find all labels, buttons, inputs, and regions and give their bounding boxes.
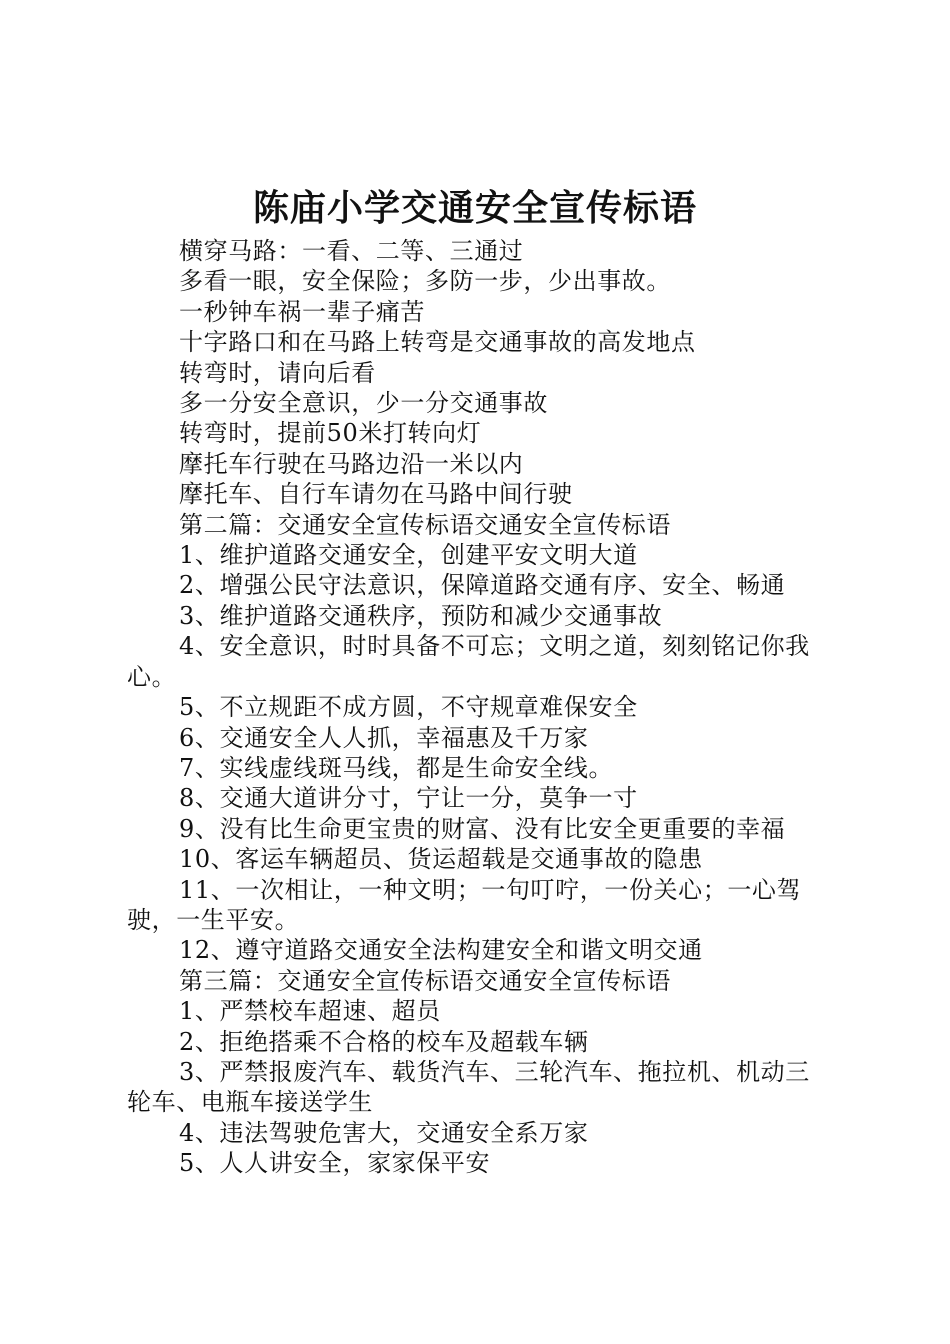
text-line: 转弯时，提前50米打转向灯 — [179, 419, 482, 448]
section-heading: 第二篇：交通安全宣传标语交通安全宣传标语 — [179, 510, 671, 539]
section-heading: 第三篇：交通安全宣传标语交通安全宣传标语 — [179, 966, 671, 995]
list-item: 2、增强公民守法意识，保障道路交通有序、安全、畅通 — [179, 571, 786, 600]
list-item: 3、维护道路交通秩序，预防和减少交通事故 — [179, 601, 663, 630]
text-line: 摩托车行驶在马路边沿一米以内 — [179, 449, 524, 478]
text-line: 转弯时，请向后看 — [179, 358, 376, 387]
text-line: 十字路口和在马路上转弯是交通事故的高发地点 — [179, 328, 696, 357]
document-title: 陈庙小学交通安全宣传标语 — [252, 187, 697, 229]
list-item: 11、一次相让，一种文明；一句叮咛，一份关心；一心驾驶，一生平安。 — [127, 875, 802, 934]
list-item: 4、安全意识，时时具备不可忘；文明之道，刻刻铭记你我心。 — [127, 632, 810, 691]
text-line: 横穿马路：一看、二等、三通过 — [179, 237, 524, 265]
list-item: 1、维护道路交通安全，创建平安文明大道 — [179, 541, 638, 570]
list-item: 2、拒绝搭乘不合格的校车及超载车辆 — [179, 1027, 589, 1056]
list-item: 8、交通大道讲分寸，宁让一分，莫争一寸 — [179, 784, 638, 813]
document-body — [127, 236, 833, 1179]
list-item: 1、严禁校车超速、超员 — [179, 997, 441, 1026]
list-item: 3、严禁报废汽车、载货汽车、三轮汽车、拖拉机、机动三轮车、电瓶车接送学生 — [127, 1057, 810, 1117]
text-line: 多一分安全意识，少一分交通事故 — [179, 389, 548, 418]
text-line: 一秒钟车祸一辈子痛苦 — [179, 297, 425, 326]
list-item: 7、实线虚线斑马线，都是生命安全线。 — [179, 753, 614, 782]
text-line: 摩托车、自行车请勿在马路中间行驶 — [179, 480, 573, 509]
list-item: 9、没有比生命更宝贵的财富、没有比安全更重要的幸福 — [179, 814, 786, 843]
list-item: 10、客运车辆超员、货运超载是交通事故的隐患 — [179, 845, 703, 874]
list-item: 12、遵守道路交通安全法构建安全和谐文明交通 — [179, 936, 703, 965]
list-item: 6、交通安全人人抓，幸福惠及千万家 — [179, 723, 589, 752]
list-item: 4、违法驾驶危害大，交通安全系万家 — [179, 1118, 589, 1147]
list-item: 5、人人讲安全，家家保平安 — [179, 1149, 491, 1178]
text-line: 多看一眼，安全保险；多防一步，少出事故。 — [179, 267, 671, 296]
list-item: 5、不立规距不成方圆，不守规章难保安全 — [179, 693, 638, 722]
